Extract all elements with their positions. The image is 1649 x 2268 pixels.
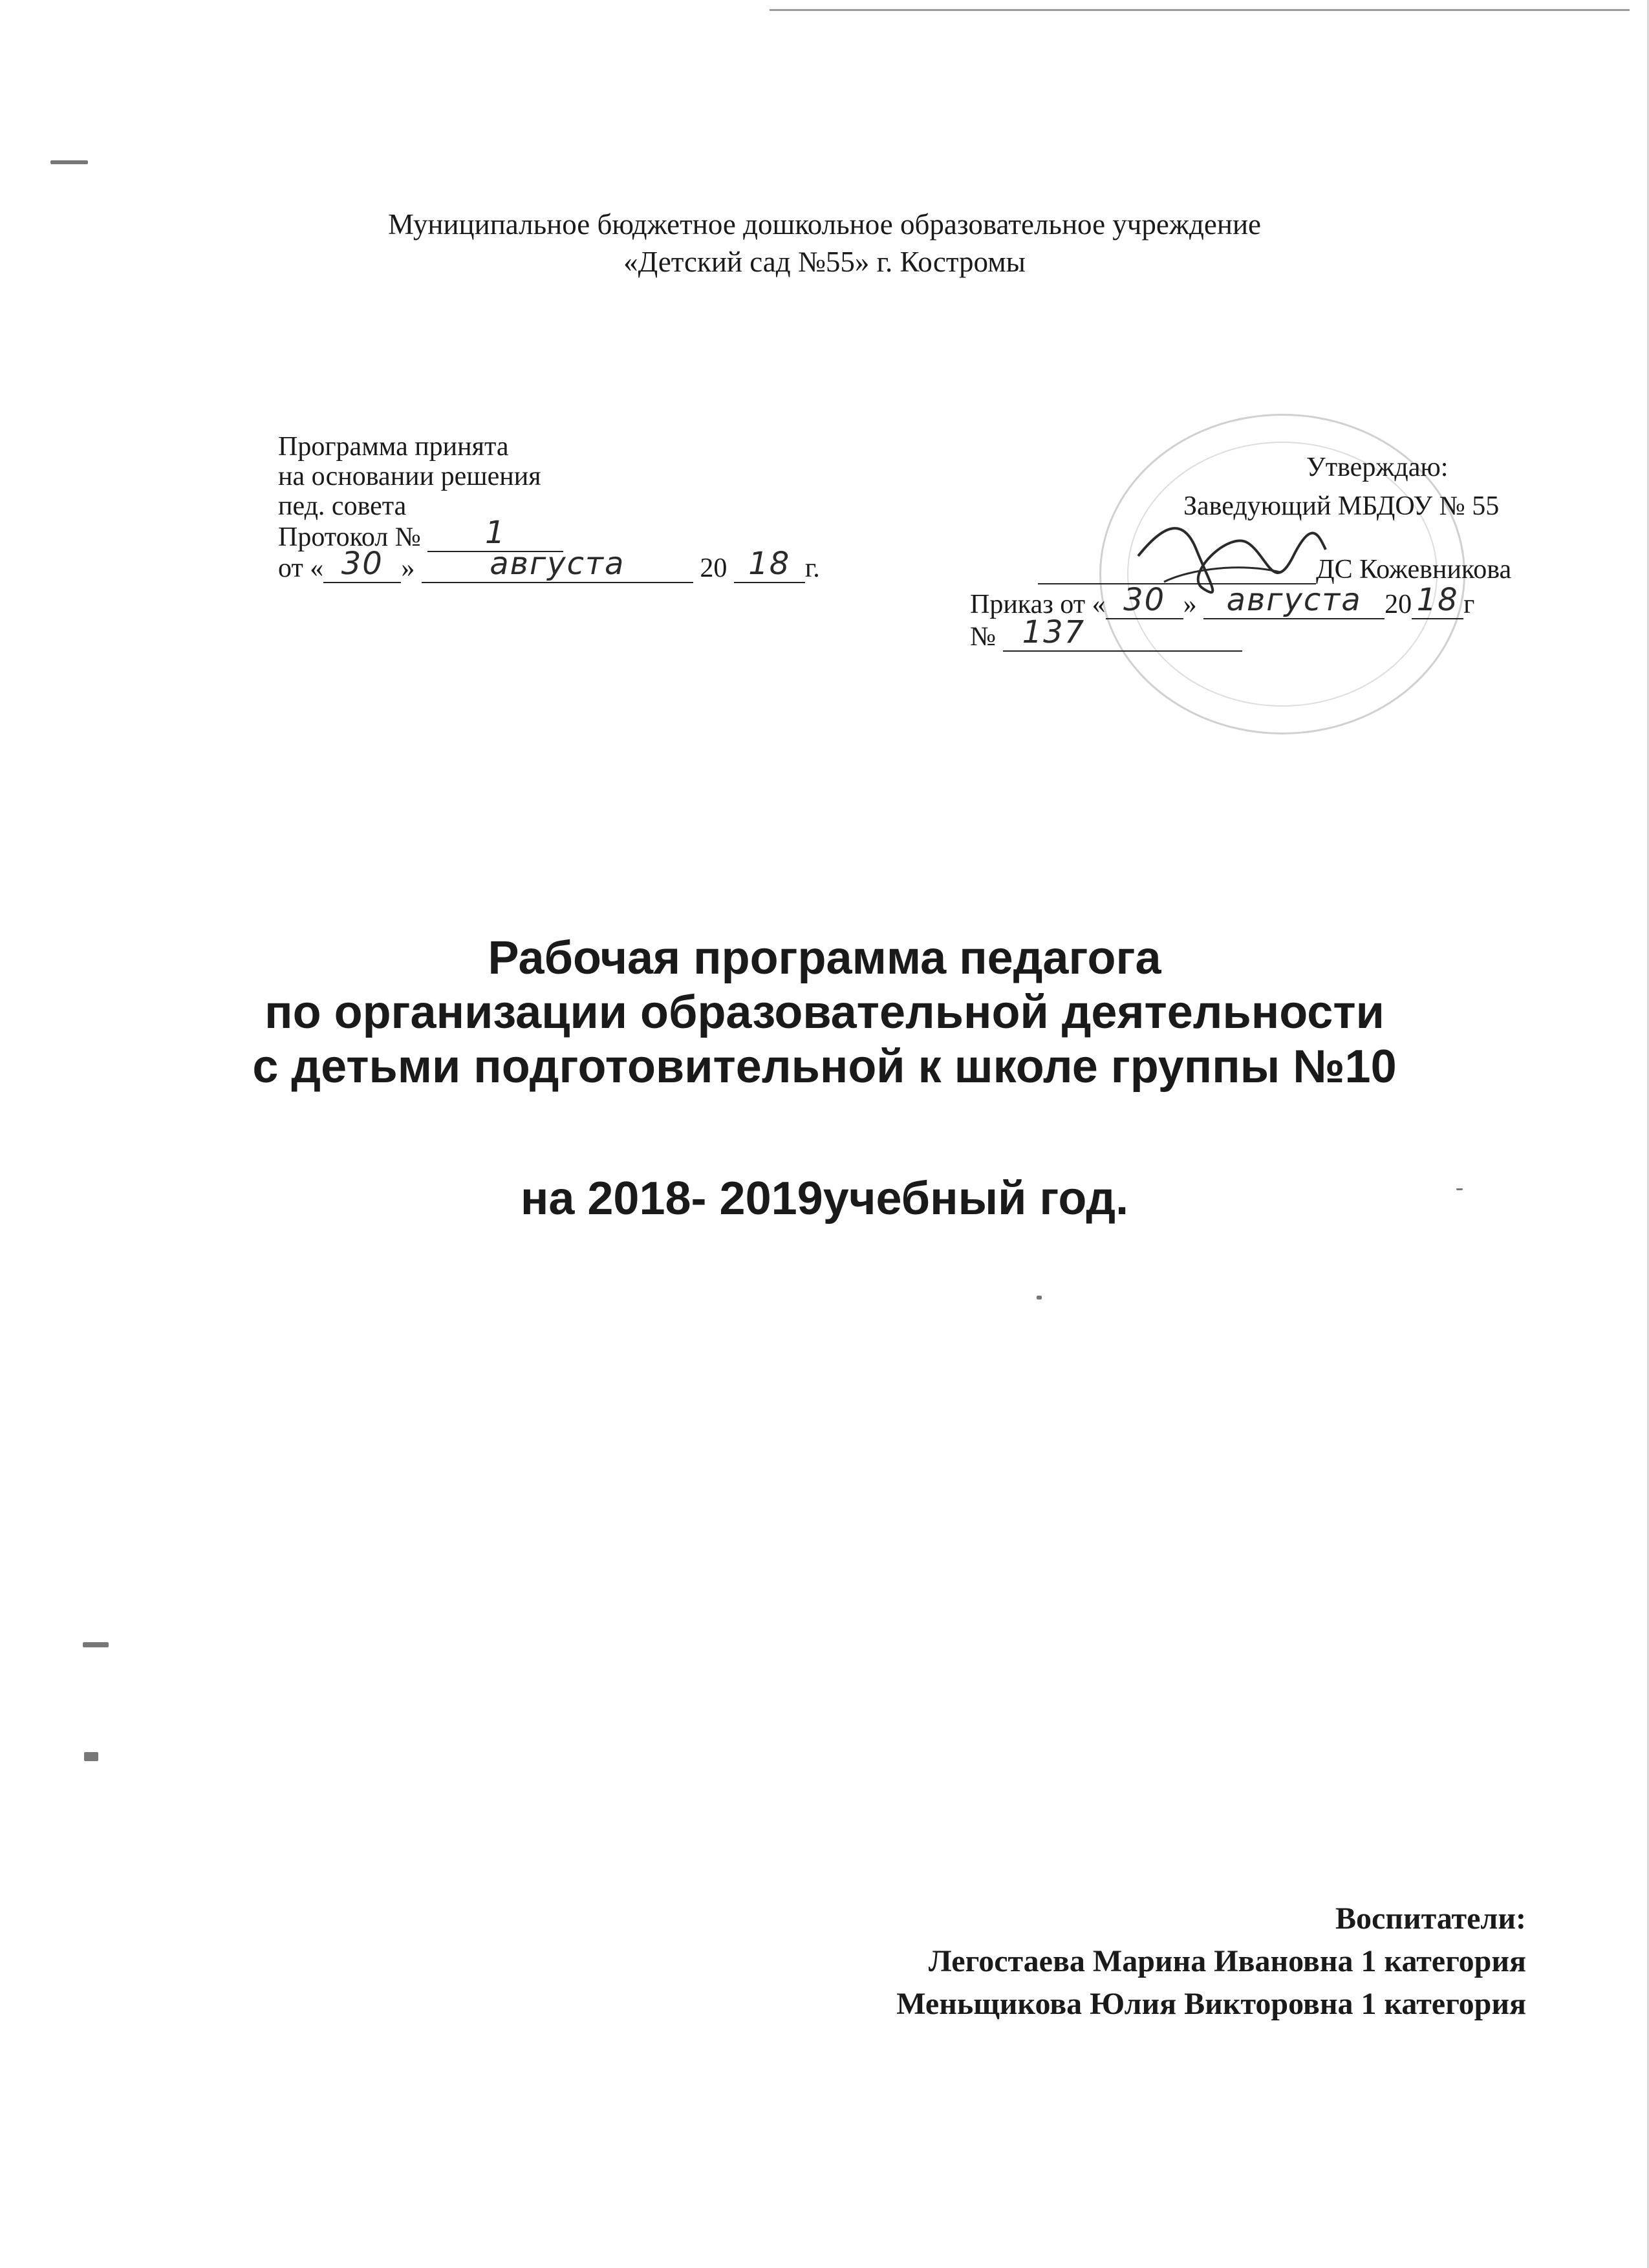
date-day-field (323, 546, 401, 583)
order-number: 137 (1022, 614, 1086, 650)
order-number-field (1003, 614, 1242, 652)
date-prefix: от « (278, 553, 324, 583)
signature-field (1038, 553, 1316, 584)
order-number-label: № (970, 622, 997, 652)
year-field (734, 546, 805, 583)
order-year-prefix: 20 (1385, 590, 1412, 619)
document-title (0, 931, 1649, 1094)
institution-line-1: Муниципальное бюджетное дошкольное образовательное учреждение (388, 208, 1261, 241)
order-prefix: Приказ от « (970, 590, 1106, 619)
academic-year (0, 1171, 1649, 1226)
year-end: г. (804, 553, 820, 583)
order-day: 30 (1123, 582, 1166, 618)
year-suffix: 18 (748, 546, 791, 582)
scan-speck (50, 160, 88, 164)
council-approval-line-2: на основании решения (278, 462, 541, 491)
head-position-line (1183, 491, 1499, 521)
protocol-number: 1 (485, 515, 506, 551)
title-line-1: Рабочая программа педагога (488, 932, 1161, 984)
order-month: августа (1226, 582, 1362, 618)
head-approval-block (1306, 453, 1448, 482)
head-name: ДС Кожевникова (1316, 555, 1512, 584)
date-month-field (422, 546, 693, 583)
protocol-label: Протокол № (278, 522, 421, 552)
order-number-line (970, 614, 1242, 652)
teacher-1: Легостаева Марина Ивановна 1 категория (928, 1944, 1526, 1978)
teacher-2: Меньщикова Юлия Викторовна 1 категория (896, 1987, 1526, 2021)
scan-speck (1037, 1296, 1042, 1300)
title-line-2: по организации образовательной деятельности (264, 987, 1385, 1038)
council-approval-line-1: Программа принята (278, 432, 509, 462)
council-date-line (278, 546, 820, 583)
institution-name (0, 206, 1649, 281)
council-approval-line-3: пед. совета (278, 491, 407, 521)
date-month: августа (490, 546, 625, 582)
order-year-field (1412, 582, 1463, 619)
date-quote: » (401, 553, 415, 583)
scan-speck (84, 1752, 98, 1761)
order-year-end: г (1463, 590, 1475, 619)
head-signature-line (1038, 553, 1511, 584)
date-day: 30 (341, 546, 383, 582)
title-line-3: с детьми подготовительной к школе группы №10 (252, 1041, 1397, 1093)
order-year-suffix: 18 (1416, 582, 1459, 618)
scan-edge-line (770, 9, 1630, 11)
title-line-4: на 2018- 2019учебный год. (520, 1173, 1129, 1225)
scan-speck (83, 1642, 109, 1647)
head-position: Заведующий МБДОУ № 55 (1183, 491, 1500, 521)
order-quote: » (1183, 590, 1197, 619)
year-prefix: 20 (700, 553, 727, 583)
teachers-label: Воспитатели: (1335, 1901, 1526, 1936)
approve-label: Утверждаю: (1306, 453, 1449, 482)
institution-line-2: «Детский сад №55» г. Костромы (623, 246, 1026, 278)
teachers-block (896, 1898, 1526, 2026)
council-approval-block (278, 432, 820, 583)
